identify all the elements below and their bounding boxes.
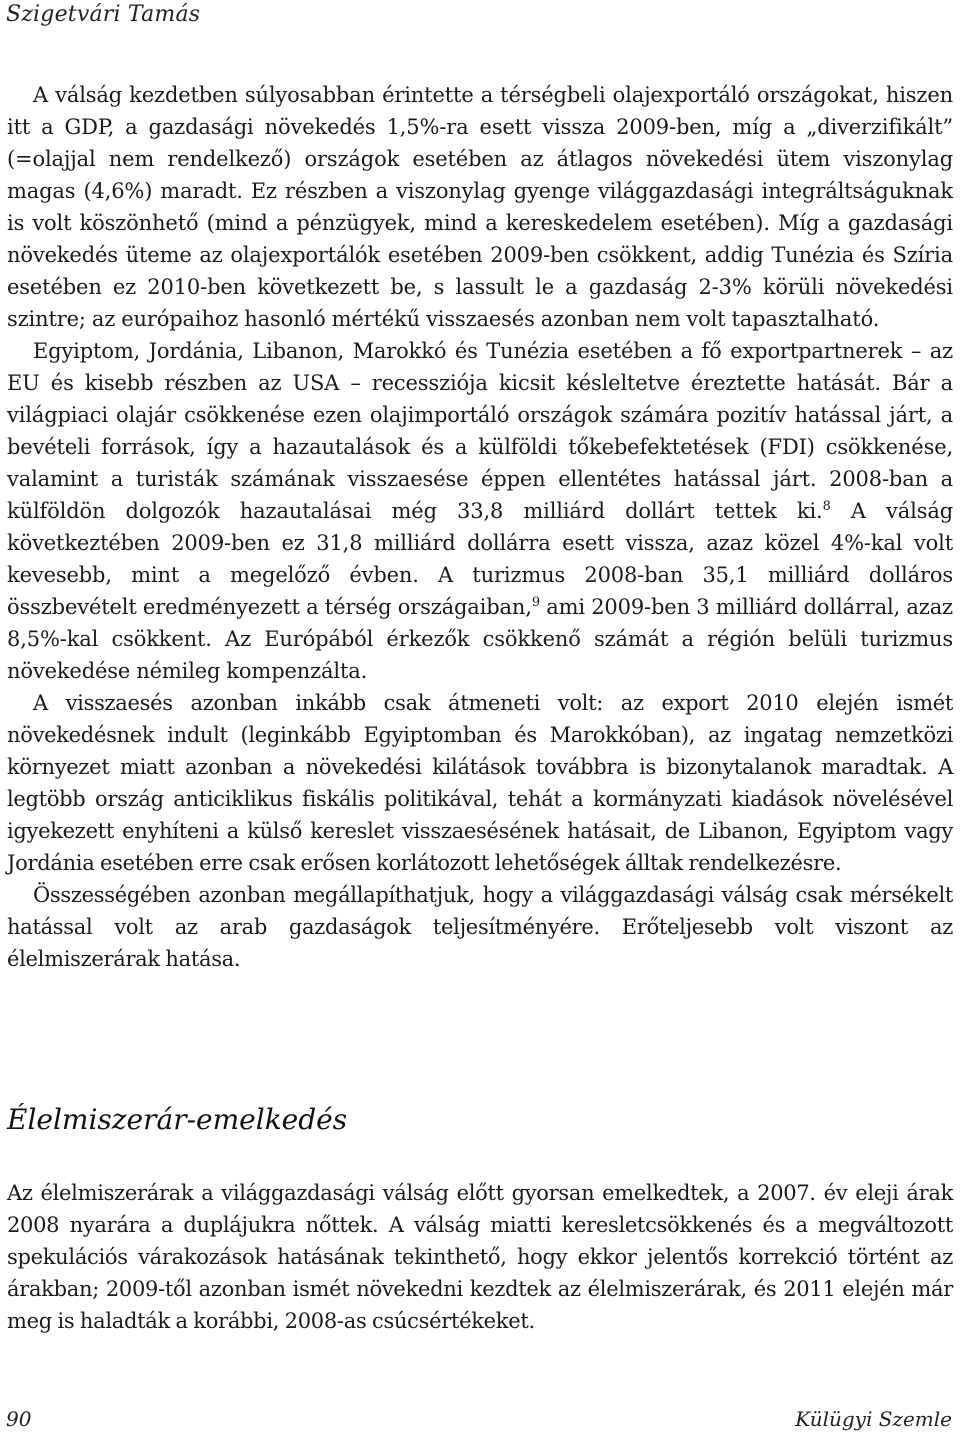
paragraph-1: A válság kezdetben súlyosabban érintette a térségbeli olajexportáló országokat, hiszen itt a GDP, a gazdasági növekedés 1,5%-ra esett vissza 2009-ben, míg a „diverzifikált” (=olajjal nem rendelkező) országok esetében az átlagos növekedési ütem viszonylag magas (4,6%) maradt. Ez részben a viszonylag gyenge világgazdasági integráltságuknak is volt köszönhető (mind a pénzügyek, mind a kereskedelem esetében). Míg a gazdasági növekedés üteme az olajexportálók esetében 2009-ben csökkent, addig Tunézia és Szíria esetében ez 2010-ben következett be, s lassult le a gazdaság 2-3% körüli növekedési szintre; az európaihoz hasonló mértékű visszaesés azonban nem volt tapasztalható. <box>7 83 953 331</box>
footer-page-number: 90 <box>6 1407 32 1431</box>
paragraph-3: A visszaesés azonban inkább csak átmeneti volt: az export 2010 elején ismét növekedésnek indult (leginkább Egyiptomban és Marokkóban), az ingatag nemzetközi környezet miatt azonban a növekedési kilátások továbbra is bizonytalanok maradtak. A legtöbb ország anticiklikus fiskális politikával, tehát a kormányzati kiadások növelésével igyekezett enyhíteni a külső kereslet visszaesésének hatásait, de Libanon, Egyiptom vagy Jordánia esetében erre csak erősen korlátozott lehetőségek álltak rendelkezésre. <box>7 691 953 875</box>
section-body <box>7 1177 953 1337</box>
article-body <box>7 79 953 975</box>
section-paragraph-1: Az élelmiszerárak a világgazdasági válság előtt gyorsan emelkedtek, a 2007. év eleji árak 2008 nyarára a duplájukra nőttek. A válság miatti keresletcsökkenés és a megváltozott spekulációs várakozások hatásának tekinthető, hogy ekkor jelentős korrekció történt az árakban; 2009-től azonban ismét növekedni kezdtek az élelmiszerárak, és 2011 elején már meg is haladták a korábbi, 2008-as csúcsértékeket. <box>7 1181 953 1333</box>
footnote-ref-8: 8 <box>822 499 831 514</box>
footer-journal-name: Külügyi Szemle <box>795 1407 952 1431</box>
paragraph-2 <box>7 335 953 687</box>
paragraph-2-part-a: Egyiptom, Jordánia, Libanon, Marokkó és Tunézia esetében a fő exportpartnerek – az EU és kisebb részben az USA – recessziója kicsit késleltetve éreztette hatását. Bár a világpiaci olajár csökkenése ezen olajimportáló országok számára pozitív hatással járt, a bevételi források, így a hazautalások és a külföldi tőkebefektetések (FDI) csökkenése, valamint a turisták számának visszaesése éppen ellentétes hatással járt. 2008-ban a külföldön dolgozók hazautalásai még 33,8 milliárd dollárt tettek ki. <box>7 339 953 523</box>
footnote-ref-9: 9 <box>531 595 540 610</box>
running-head-author: Szigetvári Tamás <box>6 2 201 27</box>
paragraph-4: Összességében azonban megállapíthatjuk, hogy a világgazdasági válság csak mérsékelt hatással volt az arab gazdaságok teljesítményére. Erőteljesebb volt viszont az élelmiszerárak hatása. <box>7 883 953 971</box>
paragraph-2-part-b: A válság következtében 2009-ben ez 31,8 milliárd dollárra esett vissza, azaz közel 4%-kal volt kevesebb, mint a megelőző évben. A turizmus 2008-ban 35,1 milliárd dolláros összbevételt eredményezett a térség országaiban, <box>7 499 953 619</box>
paragraph-2-part-c: ami 2009-ben 3 milliárd dollárral, azaz 8,5%-kal csökkent. Az Európából érkezők csökkenő számát a régión belüli turizmus növekedése némileg kompenzálta. <box>7 595 953 683</box>
section-heading: Élelmiszerár-emelkedés <box>7 1103 348 1136</box>
